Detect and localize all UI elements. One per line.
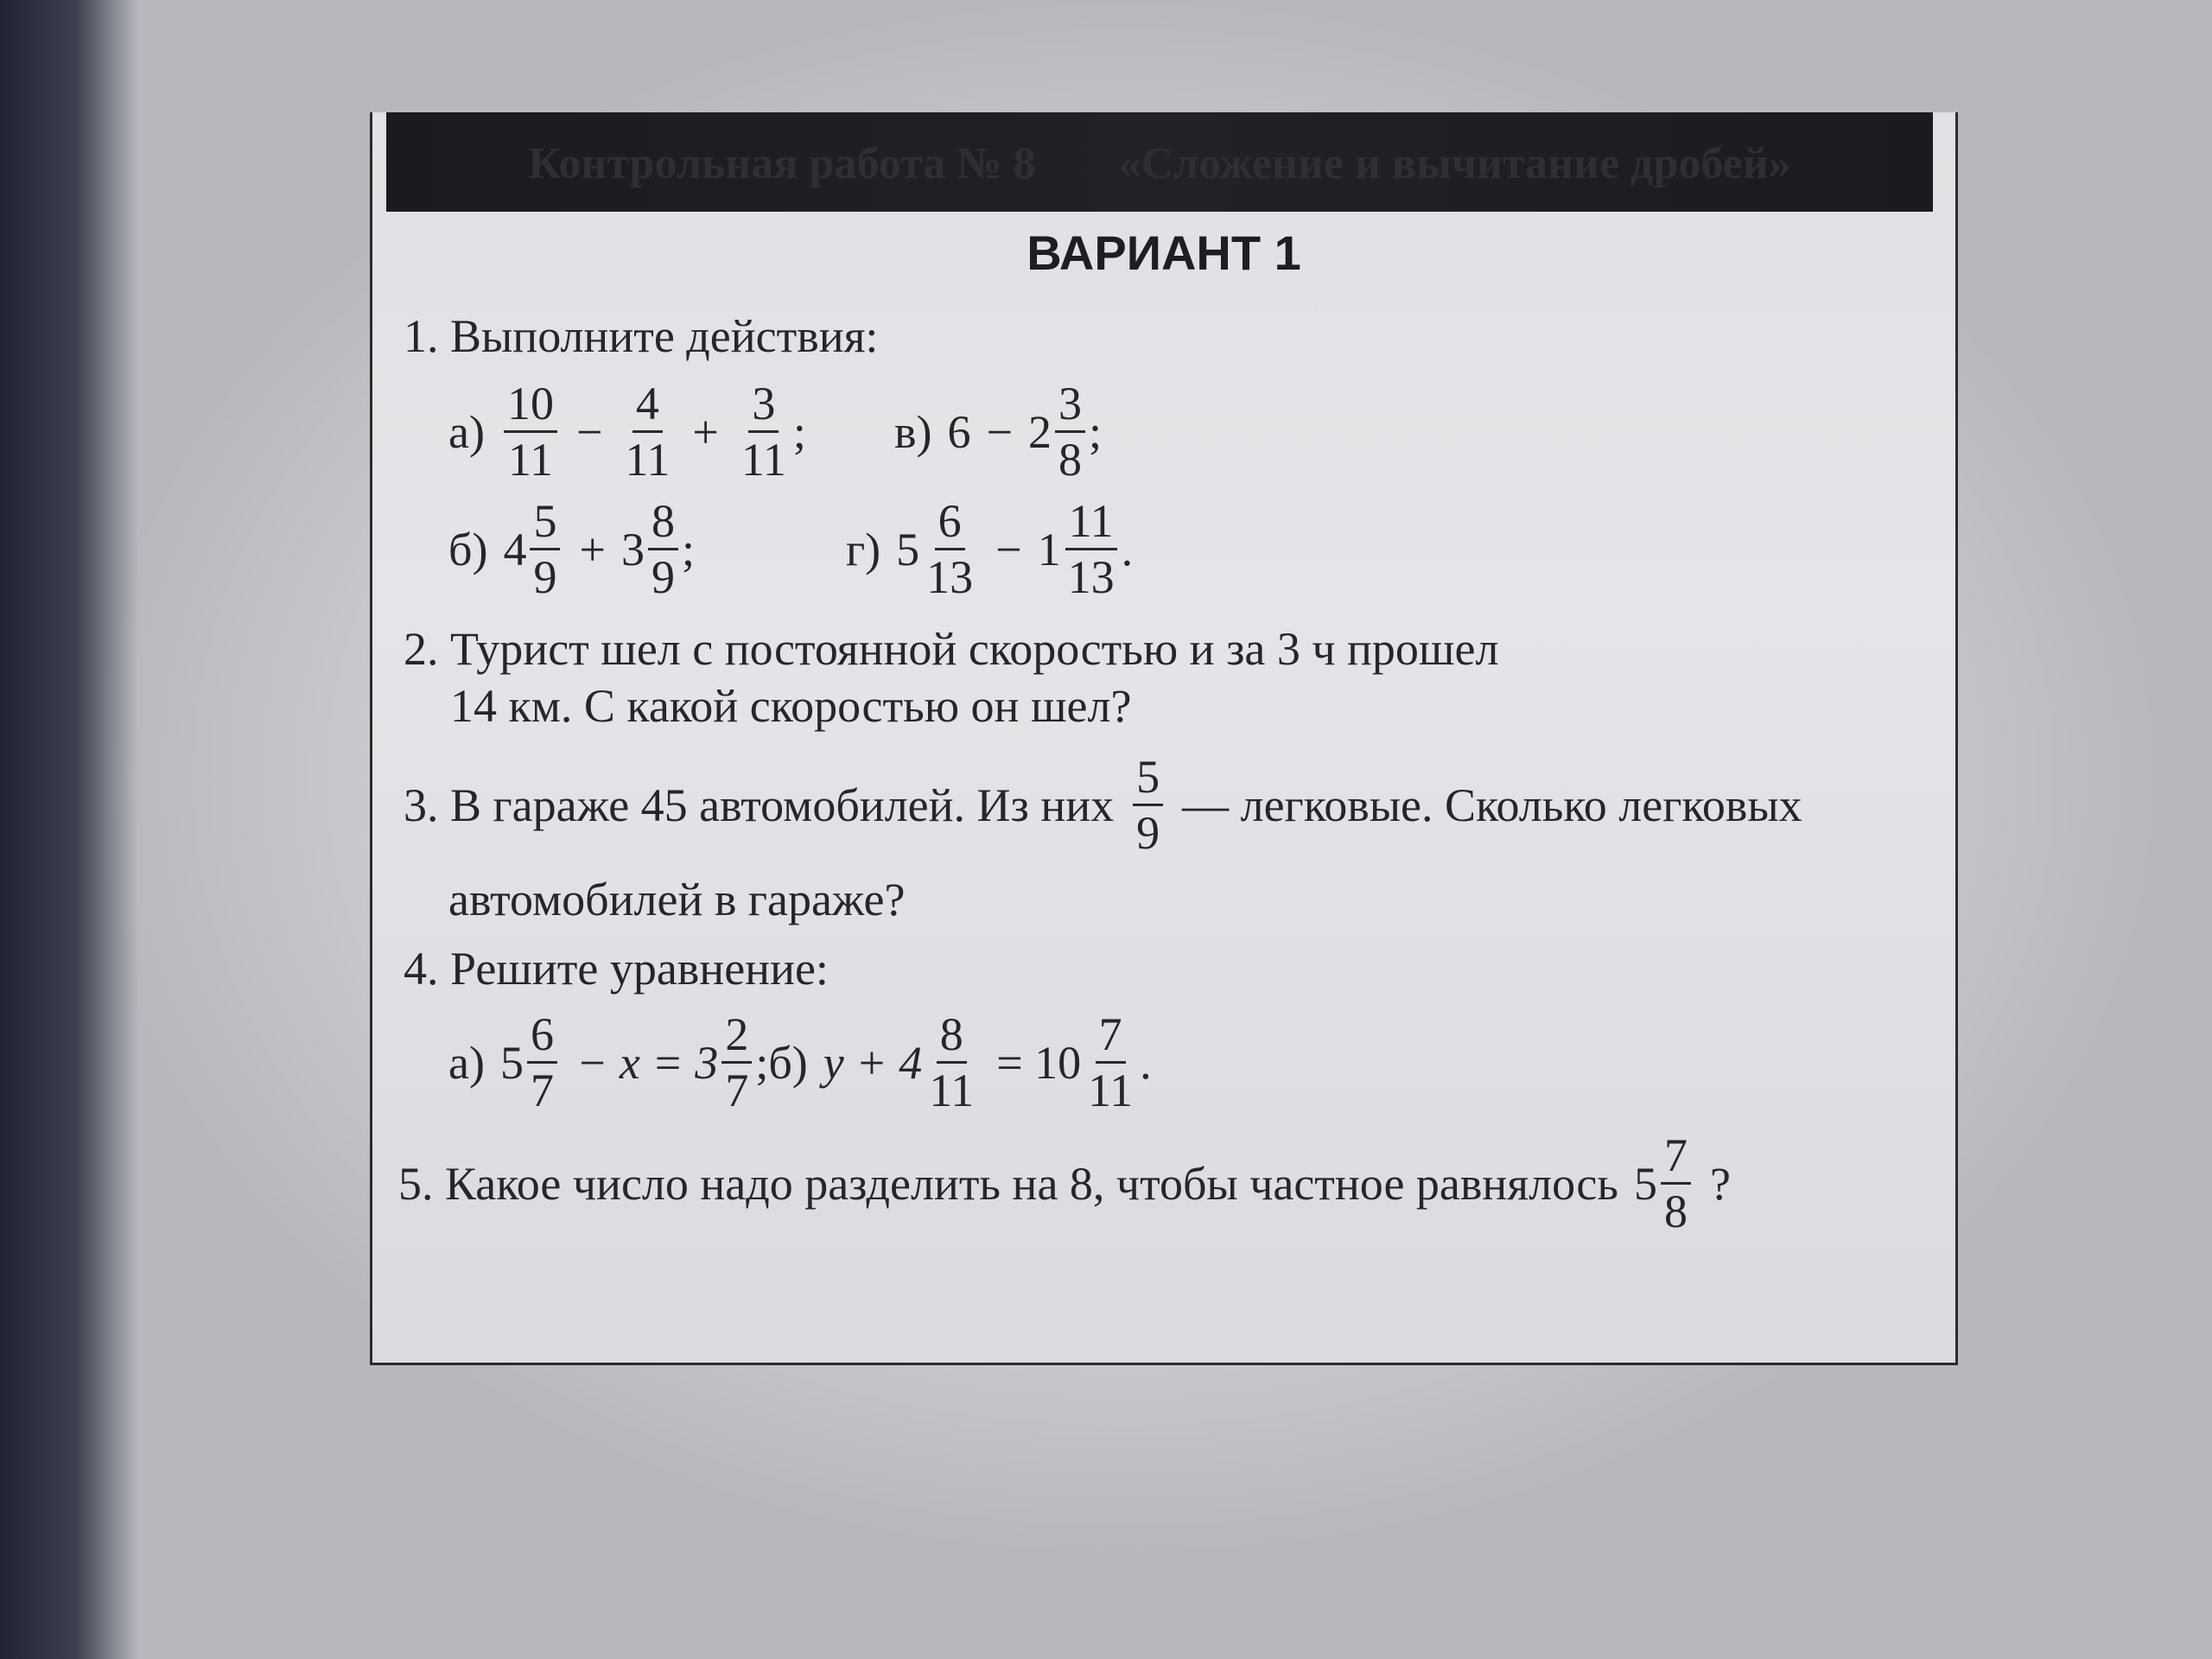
task1-g: г) 5 $\frac{6}{13}$ − 1 $\frac{11}{13}$ . <box>846 495 1134 603</box>
fraction: $\frac{3}{8}$ <box>1055 380 1085 483</box>
test-topic: «Сложение и вычитание дробей» <box>1118 139 1791 188</box>
task3-line2: автомобилей в гараже? <box>448 874 906 925</box>
fraction: $\frac{7}{8}$ <box>1661 1132 1691 1235</box>
task3-line1: 3. В гараже 45 автомобилей. Из них $\frac{5}{9}$ — легковые. Сколько легковых <box>404 751 1802 859</box>
fraction: $\frac{5}{9}$ <box>1133 753 1163 856</box>
fraction: $\frac{11}{13}$ <box>1065 498 1118 601</box>
fraction: $\frac{3}{11}$ <box>741 378 786 486</box>
fraction: $\frac{7}{11}$ <box>1088 1008 1134 1116</box>
worksheet <box>370 112 1958 1365</box>
fraction: $\frac{10}{11}$ <box>504 380 557 483</box>
task1-b: б) 4 $\frac{5}{9}$ + 3 $\frac{8}{9}$ ; <box>448 495 695 603</box>
variant-heading: ВАРИАНТ 1 <box>1027 226 1301 280</box>
fraction: $\frac{8}{11}$ <box>929 1008 975 1116</box>
header-bar <box>386 112 1933 212</box>
task5-line: 5. Какое число надо разделить на 8, чтобы частное равнялось 5 $\frac{7}{8}$ ? <box>398 1129 1731 1237</box>
task2-line2: 14 км. С какой скоростью он шел? <box>450 680 1132 732</box>
fraction: $\frac{6}{7}$ <box>527 1011 557 1114</box>
task2-line1: 2. Турист шел с постоянной скоростью и за 3 ч прошел <box>404 623 1499 675</box>
fraction: $\frac{8}{9}$ <box>648 498 678 601</box>
task4-title: 4. Решите уравнение: <box>404 943 829 995</box>
fraction: $\frac{5}{9}$ <box>530 498 560 601</box>
task1-v: в) 6 − 2 $\frac{3}{8}$ ; <box>894 378 1102 486</box>
task4-equations: а) 5 $\frac{6}{7}$ − x = 3 $\frac{2}{7}$ ;б) y + 4 $\frac{8}{11}$ = 10 $\frac{7}{11}$ . <box>448 1008 1152 1116</box>
task1-a: а) $\frac{10}{11}$ − $\frac{4}{11}$ + $\frac{3}{11}$ ; <box>448 378 806 486</box>
task1-title: 1. Выполните действия: <box>404 310 879 362</box>
fraction: $\frac{4}{11}$ <box>625 378 671 486</box>
fraction: $\frac{6}{13}$ <box>926 495 974 603</box>
fraction: $\frac{2}{7}$ <box>721 1011 752 1114</box>
photo-edge-shadow <box>0 0 138 1659</box>
test-title: Контрольная работа № 8 <box>528 139 1036 188</box>
header-title <box>386 138 1933 189</box>
